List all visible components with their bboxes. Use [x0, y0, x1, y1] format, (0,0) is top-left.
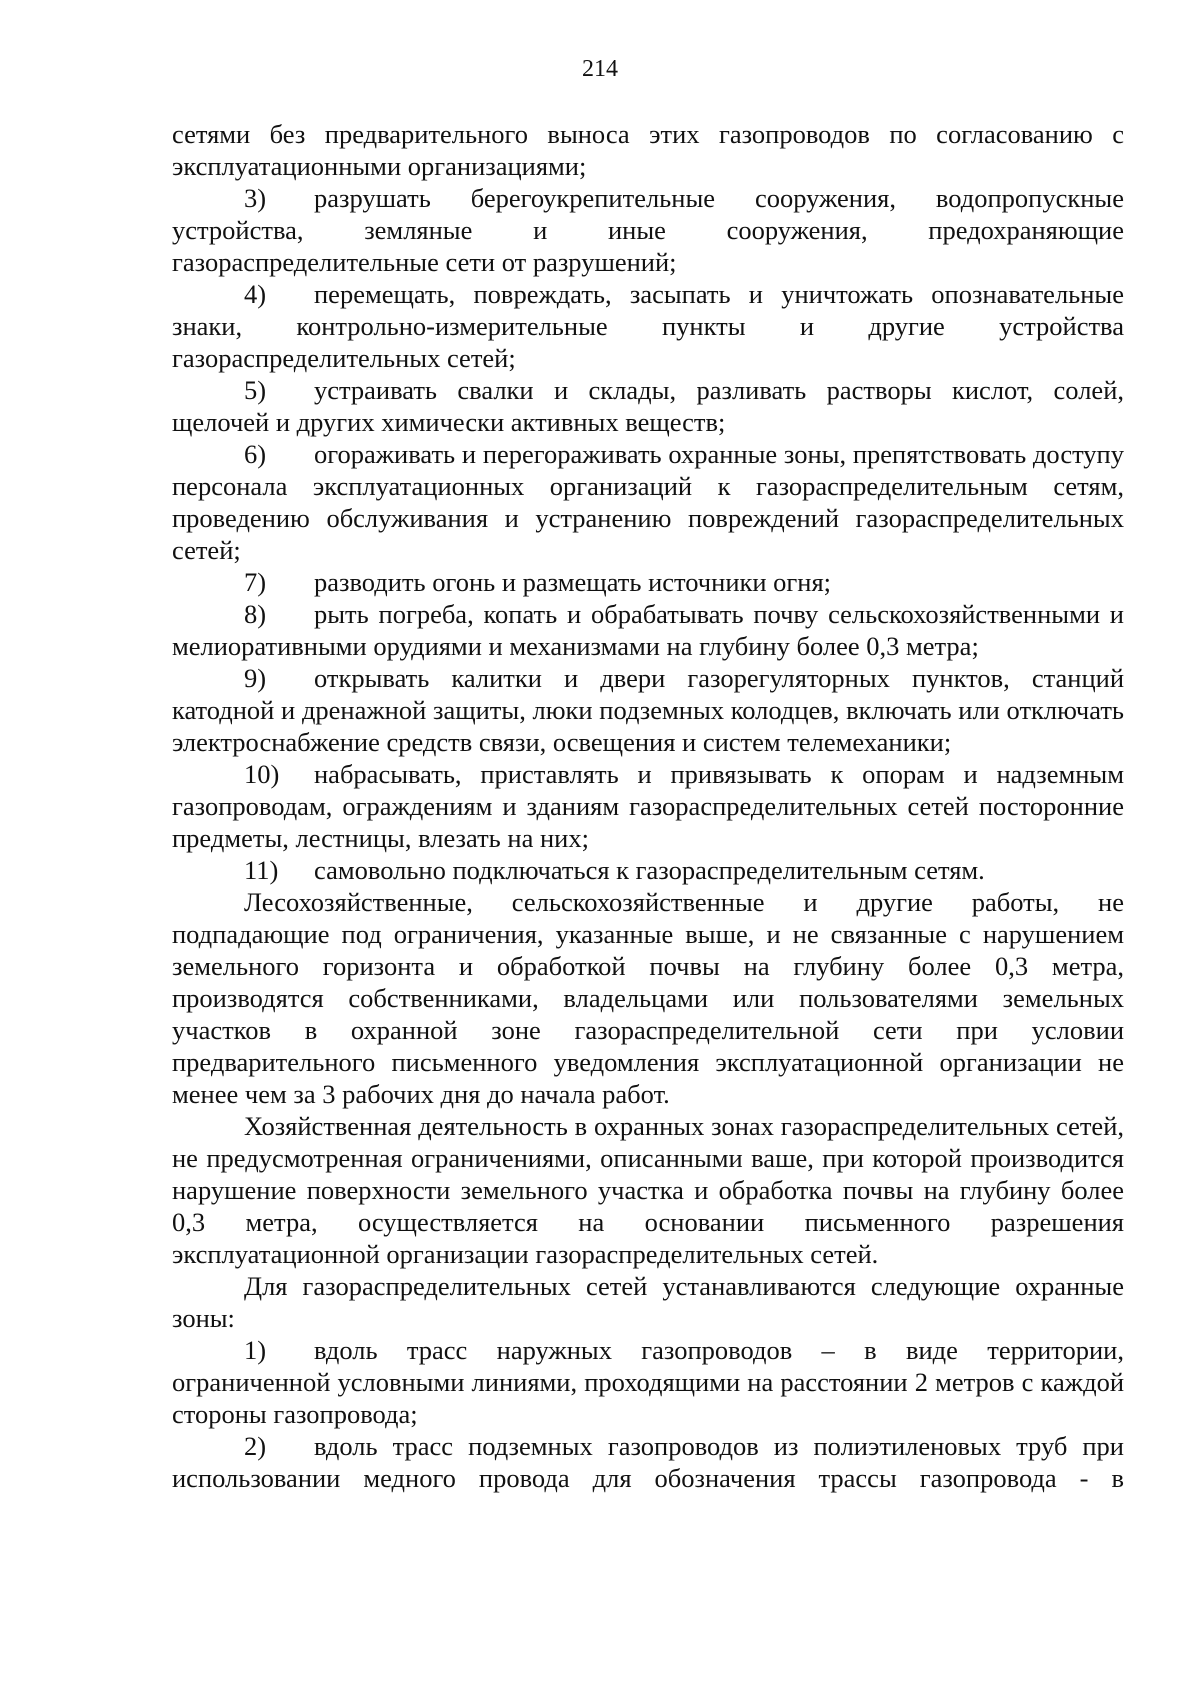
list-item-text: самовольно подключаться к газораспределительным сетям.	[314, 855, 985, 885]
paragraph: Для газораспределительных сетей устанавливаются следующие охранные зоны:	[172, 1271, 1124, 1333]
list-item-text: разрушать берегоукрепительные сооружения, водопропускные устройства, земляные и иные сооружения, предохраняющие газораспределительные сети от разрушений;	[172, 183, 1124, 277]
list-item	[172, 758, 1124, 854]
paragraph: Лесохозяйственные, сельскохозяйственные и другие работы, не подпадающие под ограничения, указанные выше, и не связанные с нарушением земельного горизонта и обработкой почвы на глубину более 0,3 метра, производятся собственниками, владельцами или пользователями земельных участков в охранной зоне газораспределительной сети при условии предварительного письменного уведомления эксплуатационной организации не менее чем за 3 рабочих дня до начала работ.	[172, 887, 1124, 1109]
list-item	[172, 374, 1124, 438]
list-item-text: вдоль трасс подземных газопроводов из полиэтиленовых труб при использовании медного провода для обозначения трассы газопровода - в	[172, 1431, 1124, 1493]
list-item	[172, 854, 1124, 886]
list-item-number: 3)	[244, 183, 267, 213]
list-item-number: 5)	[244, 375, 267, 405]
list-item-text: вдоль трасс наружных газопроводов – в виде территории, ограниченной условными линиями, проходящими на расстоянии 2 метров с каждой стороны газопровода;	[172, 1335, 1124, 1429]
list-item	[172, 1430, 1124, 1494]
list-item-number: 7)	[244, 567, 267, 597]
list-item	[172, 598, 1124, 662]
list-item	[172, 182, 1124, 278]
list-item-number: 11)	[244, 855, 279, 885]
list-item	[172, 438, 1124, 566]
document-body	[172, 118, 1124, 1494]
list-item-text: открывать калитки и двери газорегуляторных пунктов, станций катодной и дренажной защиты, люки подземных колодцев, включать или отключать электроснабжение средств связи, освещения и систем телемеханики;	[172, 663, 1124, 757]
list-item-text: перемещать, повреждать, засыпать и уничтожать опознавательные знаки, контрольно-измерительные пункты и другие устройства газораспределительных сетей;	[172, 279, 1124, 373]
list-item-number: 8)	[244, 599, 267, 629]
paragraph-continuation: сетями без предварительного выноса этих газопроводов по согласованию с эксплуатационными организациями;	[172, 119, 1124, 181]
list-item	[172, 662, 1124, 758]
list-item-number: 10)	[244, 759, 280, 789]
list-item-text: разводить огонь и размещать источники огня;	[314, 567, 832, 597]
list-item-number: 2)	[244, 1431, 267, 1461]
list-item-text: рыть погреба, копать и обрабатывать почву сельскохозяйственными и мелиоративными орудиями и механизмами на глубину более 0,3 метра;	[172, 599, 1124, 661]
list-item-text: устраивать свалки и склады, разливать растворы кислот, солей, щелочей и других химически активных веществ;	[172, 375, 1124, 437]
list-item-number: 9)	[244, 663, 267, 693]
list-item-text: огораживать и перегораживать охранные зоны, препятствовать доступу персонала эксплуатационных организаций к газораспределительным сетям, проведению обслуживания и устранению повреждений газораспределительных сетей;	[172, 439, 1124, 565]
page-number: 214	[582, 56, 618, 82]
list-item-number: 6)	[244, 439, 267, 469]
paragraph: Хозяйственная деятельность в охранных зонах газораспределительных сетей, не предусмотренная ограничениями, описанными ваше, при которой производится нарушение поверхности земельного участка и обработка почвы на глубину более 0,3 метра, осуществляется на основании письменного разрешения эксплуатационной организации газораспределительных сетей.	[172, 1111, 1124, 1269]
list-item-number: 1)	[244, 1335, 267, 1365]
list-item	[172, 278, 1124, 374]
list-item-number: 4)	[244, 279, 267, 309]
list-item	[172, 566, 1124, 598]
list-item	[172, 1334, 1124, 1430]
list-item-text: набрасывать, приставлять и привязывать к опорам и надземным газопроводам, ограждениям и зданиям газораспределительных сетей посторонние предметы, лестницы, влезать на них;	[172, 759, 1124, 853]
